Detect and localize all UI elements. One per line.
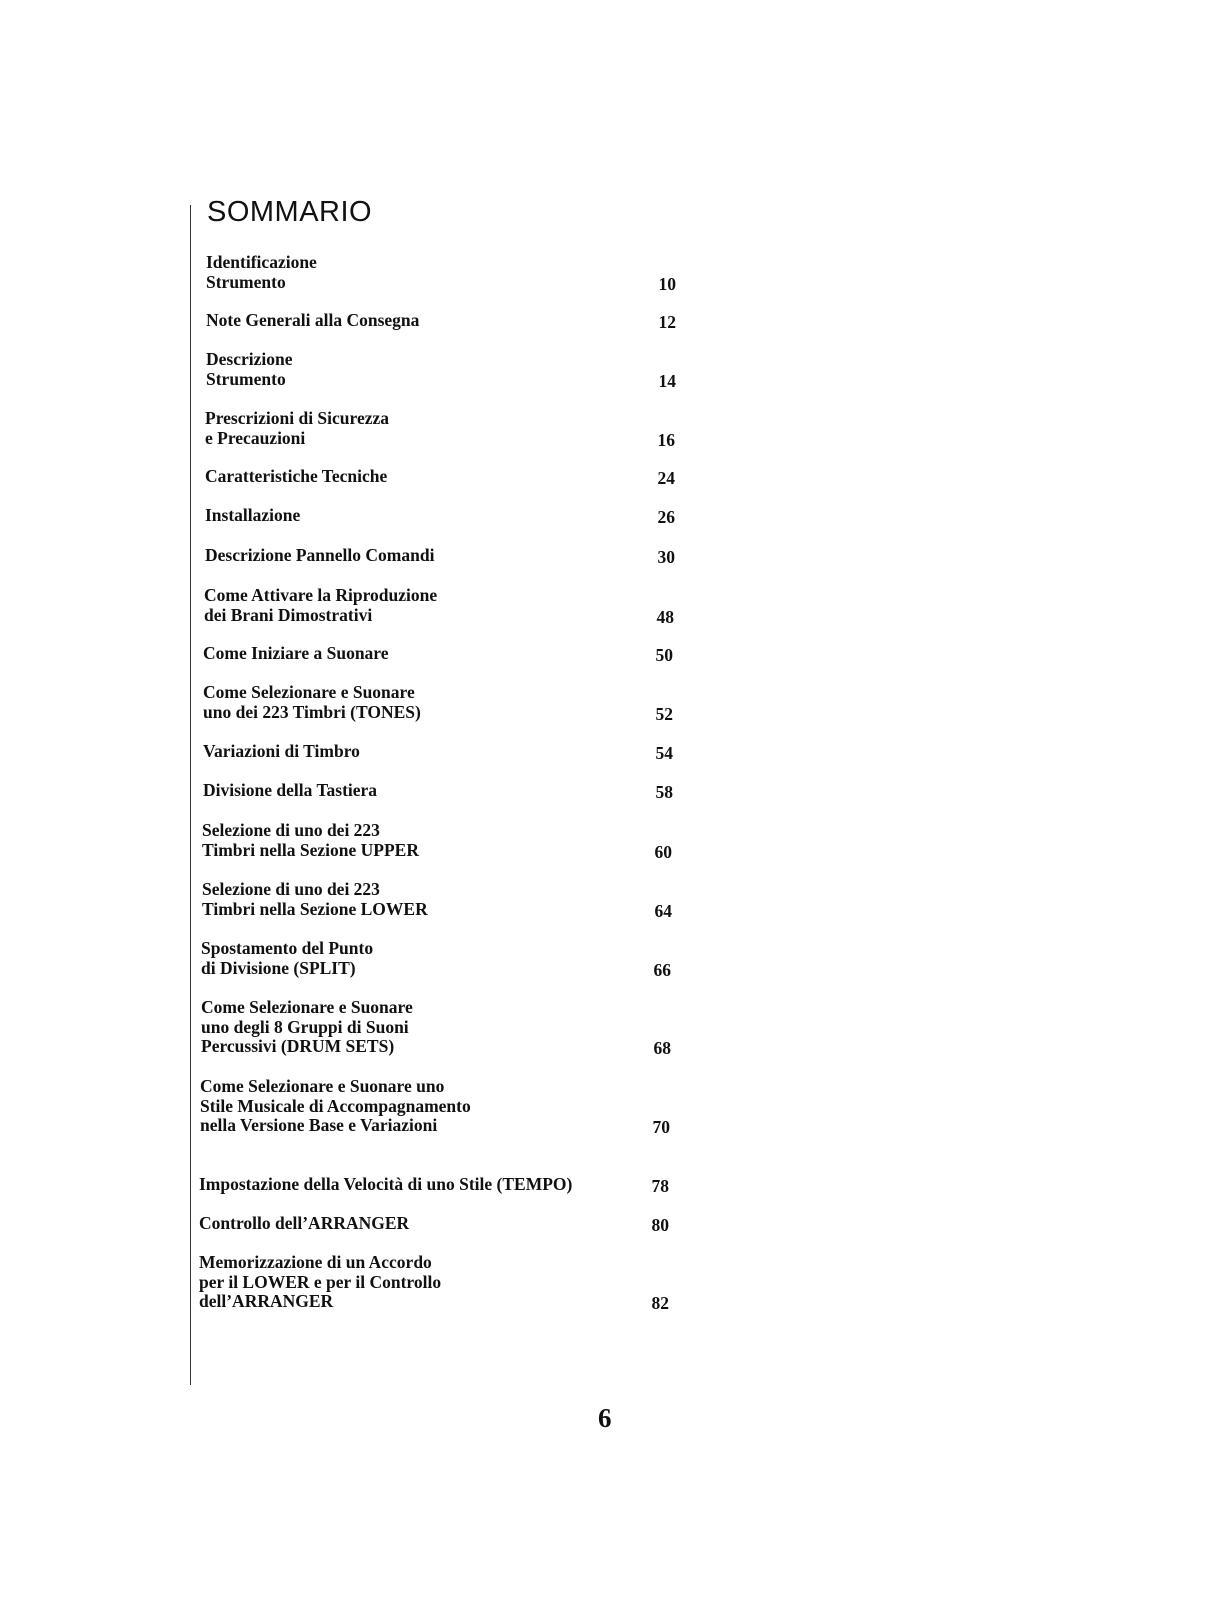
toc-entry-title — [203, 644, 613, 664]
toc-entry-title — [204, 586, 614, 625]
toc-entry-title — [202, 821, 612, 860]
toc-entry-title — [203, 683, 613, 722]
toc-entry-title — [199, 1214, 609, 1234]
toc-entry-page: 78 — [651, 1176, 669, 1196]
toc-entry-title-line: Selezione di uno dei 223 — [202, 820, 380, 840]
toc-entry-title — [203, 781, 613, 801]
toc-entry-page: 26 — [657, 507, 675, 527]
toc-entry-page: 48 — [656, 606, 674, 627]
toc-entry-title-line: Impostazione della Velocità di uno Stile (TEMPO) — [199, 1174, 573, 1194]
toc-entry-title-line: Stile Musicale di Accompagnamento — [200, 1095, 471, 1116]
toc-entry-title — [205, 409, 615, 448]
toc-entry-page: 54 — [655, 743, 673, 763]
toc-entry-title — [206, 350, 616, 389]
toc-entry-title-line: Descrizione Pannello Comandi — [205, 545, 435, 565]
toc-entry-title-line: Selezione di uno dei 223 — [202, 879, 380, 899]
toc-entry-title-line: dell’ARRANGER — [199, 1291, 334, 1311]
toc-entry-title-line: uno dei 223 Timbri (TONES) — [203, 701, 421, 722]
toc-entry-page: 64 — [654, 900, 672, 921]
toc-entry-title-line: Come Iniziare a Suonare — [203, 643, 389, 663]
toc-entry-title-line: Identificazione — [206, 252, 317, 272]
toc-entry-page: 16 — [657, 429, 675, 450]
toc-entry-title — [200, 1077, 610, 1136]
toc-entry-title-line: Strumento — [206, 368, 286, 389]
toc-entry-title-line: Come Selezionare e Suonare — [201, 997, 413, 1017]
toc-entry-page: 12 — [658, 312, 676, 332]
toc-entry-title-line: per il LOWER e per il Controllo — [199, 1271, 442, 1292]
toc-entry-title-line: Prescrizioni di Sicurezza — [205, 408, 390, 428]
toc-entry-title-line: Memorizzazione di un Accordo — [199, 1252, 432, 1272]
toc-entry-title-line: Come Selezionare e Suonare — [203, 682, 415, 702]
toc-entry-title-line: Controllo dell’ARRANGER — [199, 1213, 410, 1233]
toc-entry-title-line: e Precauzioni — [205, 427, 306, 448]
toc-entry-page: 80 — [651, 1215, 669, 1235]
margin-rule — [190, 205, 191, 1385]
toc-entry-title — [205, 546, 615, 566]
toc-entry-page: 66 — [653, 959, 671, 980]
toc-entry-title-line: Note Generali alla Consegna — [206, 310, 420, 330]
toc-entry-page: 50 — [655, 645, 673, 665]
toc-entry-page: 58 — [655, 782, 673, 802]
toc-entry-page: 52 — [655, 703, 673, 724]
toc-entry-title-line: Come Selezionare e Suonare uno — [200, 1076, 445, 1096]
toc-entry-title-line: Variazioni di Timbro — [203, 741, 360, 761]
page-number: 6 — [598, 1403, 612, 1433]
toc-entry-title — [205, 467, 615, 487]
toc-entry-title — [199, 1253, 609, 1312]
toc-entry-title — [199, 1175, 609, 1195]
toc-entry-title-line: di Divisione (SPLIT) — [201, 957, 356, 978]
toc-entry-page: 30 — [657, 547, 675, 567]
toc-entry-title-line: uno degli 8 Gruppi di Suoni — [201, 1016, 409, 1037]
toc-entry-page: 68 — [653, 1038, 671, 1058]
toc-entry-page: 82 — [651, 1293, 669, 1313]
toc-entry-title-line: Spostamento del Punto — [201, 938, 374, 958]
toc-entry-title-line: Timbri nella Sezione LOWER — [202, 898, 428, 919]
toc-entry-title-line: nella Versione Base e Variazioni — [200, 1115, 438, 1135]
toc-entry-page: 10 — [658, 273, 676, 294]
toc-entry-page: 60 — [654, 841, 672, 862]
toc-entry-title-line: Descrizione — [206, 349, 293, 369]
page-title: SOMMARIO — [207, 196, 373, 228]
toc-entry-title-line: Caratteristiche Tecniche — [205, 466, 388, 486]
toc-entry-title-line: Timbri nella Sezione UPPER — [202, 839, 419, 860]
toc-entry-title — [201, 998, 611, 1057]
toc-entry-title — [203, 742, 613, 762]
toc-entry-title — [202, 880, 612, 919]
toc-entry-page: 70 — [652, 1117, 670, 1137]
toc-entry-title-line: dei Brani Dimostrativi — [204, 604, 373, 625]
toc-entry-title — [206, 253, 616, 292]
toc-entry-title-line: Strumento — [206, 271, 286, 292]
toc-entry-title-line: Come Attivare la Riproduzione — [204, 585, 438, 605]
toc-entry-title — [201, 939, 611, 978]
toc-entry-page: 24 — [657, 468, 675, 488]
toc-entry-title — [205, 506, 615, 526]
toc-entry-title-line: Percussivi (DRUM SETS) — [201, 1036, 395, 1056]
toc-entry-title — [206, 311, 616, 331]
toc-entry-title-line: Installazione — [205, 505, 301, 525]
toc-entry-page: 14 — [658, 370, 676, 391]
toc-entry-title-line: Divisione della Tastiera — [203, 780, 378, 800]
